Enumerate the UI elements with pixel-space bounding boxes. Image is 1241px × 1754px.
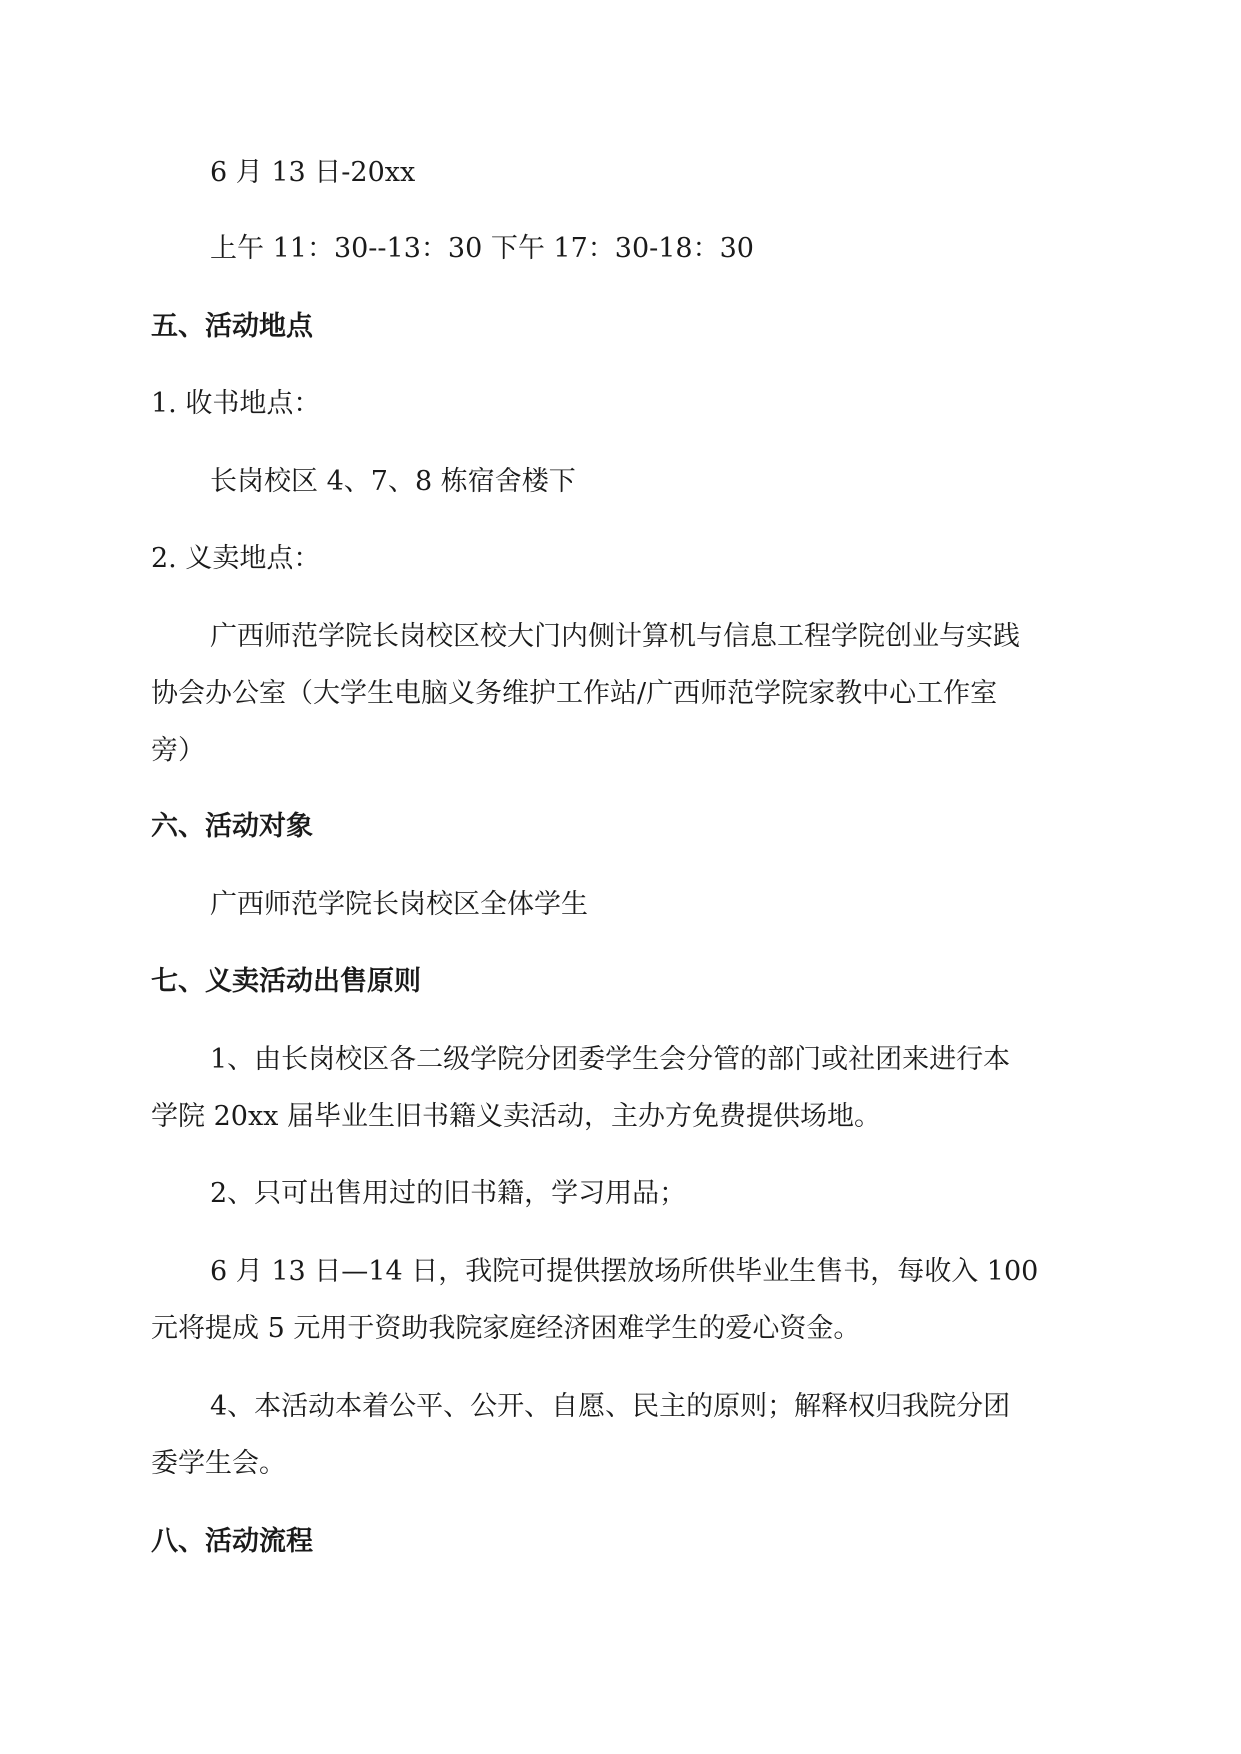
- section-heading-principles: 七、义卖活动出售原则: [151, 966, 421, 997]
- principle-1-line-2: 学院 20xx 届毕业生旧书籍义卖活动，主办方免费提供场地。: [151, 1101, 881, 1132]
- principle-3-line-2: 元将提成 5 元用于资助我院家庭经济困难学生的爱心资金。: [151, 1313, 861, 1344]
- audience-text: 广西师范学院长岗校区全体学生: [210, 889, 588, 920]
- principle-3-line-1: 6 月 13 日—14 日，我院可提供摆放场所供毕业生售书，每收入 100: [210, 1256, 1039, 1287]
- time-line-hours: 上午 11：30--13：30 下午 17：30-18：30: [210, 233, 754, 264]
- item-text-sale-point-line-1: 广西师范学院长岗校区校大门内侧计算机与信息工程学院创业与实践: [210, 621, 1020, 652]
- principle-1-line-1: 1、由长岗校区各二级学院分团委学生会分管的部门或社团来进行本: [210, 1044, 1011, 1075]
- section-heading-process: 八、活动流程: [151, 1526, 313, 1557]
- item-label-sale-point: 2. 义卖地点：: [151, 543, 321, 574]
- principle-2: 2、只可出售用过的旧书籍，学习用品；: [210, 1178, 687, 1209]
- principle-4-line-1: 4、本活动本着公平、公开、自愿、民主的原则；解释权归我院分团: [210, 1391, 1011, 1422]
- item-text-collection-point: 长岗校区 4、7、8 栋宿舍楼下: [210, 466, 576, 497]
- section-heading-audience: 六、活动对象: [151, 811, 313, 842]
- item-text-sale-point-line-3: 旁）: [151, 735, 205, 766]
- time-line-date: 6 月 13 日-20xx: [210, 157, 416, 188]
- principle-4-line-2: 委学生会。: [151, 1448, 286, 1479]
- item-label-collection-point: 1. 收书地点：: [151, 388, 321, 419]
- section-heading-location: 五、活动地点: [151, 311, 313, 342]
- item-text-sale-point-line-2: 协会办公室（大学生电脑义务维护工作站/广西师范学院家教中心工作室: [151, 678, 998, 709]
